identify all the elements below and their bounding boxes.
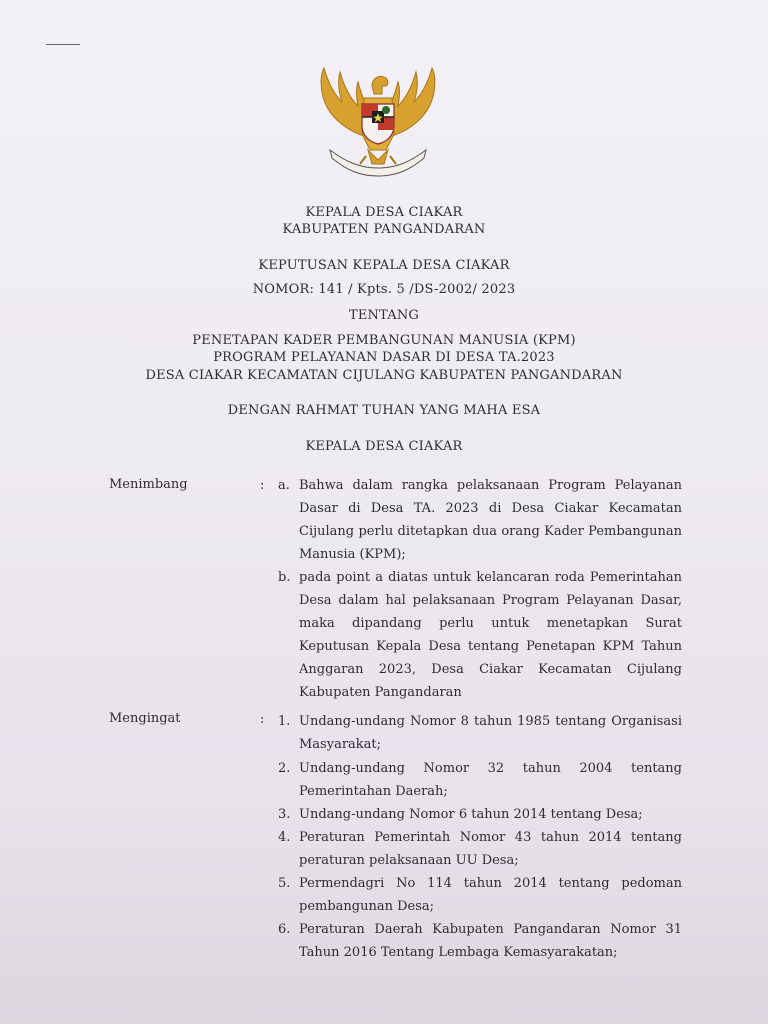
menimbang-item-b: pada point a diatas untuk kelancaran roda Pemerintahan Desa dalam hal pelaksanaan Program Pelayanan Dasar, maka dipandang perlu untuk menetapkan Surat Keputusan Kepala Desa tentang Penetapan KPM Tahun Anggaran 2023, Desa Ciakar Kecamatan Cijulang Kabupaten Pangandaran <box>299 570 682 700</box>
garuda-emblem-icon <box>316 64 440 184</box>
decree-number: NOMOR: 141 / Kpts. 5 /DS-2002/ 2023 <box>252 282 516 297</box>
decree-title: KEPUTUSAN KEPALA DESA CIAKAR <box>258 258 510 273</box>
menimbang-label: Menimbang <box>109 477 188 492</box>
mengingat-item-5: Permendagri No 114 tahun 2014 tentang pedoman pembangunan Desa; <box>299 876 682 914</box>
mengingat-marker-3: 3. <box>278 807 291 822</box>
mengingat-colon: : <box>260 712 265 727</box>
mengingat-item-2: Undang-undang Nomor 32 tahun 2004 tentang Pemerintahan Daerah; <box>299 761 682 799</box>
mengingat-item-3: Undang-undang Nomor 6 tahun 2014 tentang Desa; <box>299 807 643 822</box>
pen-mark <box>46 44 80 45</box>
menimbang-item-a: Bahwa dalam rangka pelaksanaan Program Pelayanan Dasar di Desa TA. 2023 di Desa Ciakar Kecamatan Cijulang perlu ditetapkan dua orang Kader Pembangunan Manusia (KPM); <box>299 478 682 562</box>
mengingat-item-6: Peraturan Daerah Kabupaten Pangandaran Nomor 31 Tahun 2016 Tentang Lembaga Kemasyarakatan; <box>299 922 682 960</box>
blessing: DENGAN RAHMAT TUHAN YANG MAHA ESA <box>227 403 541 418</box>
menimbang-marker-b: b. <box>278 570 291 585</box>
subject-line-1: PENETAPAN KADER PEMBANGUNAN MANUSIA (KPM) <box>192 333 576 348</box>
mengingat-marker-1: 1. <box>278 714 291 729</box>
menimbang-colon: : <box>260 478 265 493</box>
menimbang-marker-a: a. <box>278 478 290 493</box>
subject-line-2: PROGRAM PELAYANAN DASAR DI DESA TA.2023 <box>213 350 555 365</box>
mengingat-marker-2: 2. <box>278 761 291 776</box>
header-line-1: KEPALA DESA CIAKAR <box>305 205 463 220</box>
mengingat-item-1: Undang-undang Nomor 8 tahun 1985 tentang Organisasi Masyarakat; <box>299 714 682 752</box>
mengingat-marker-4: 4. <box>278 830 291 845</box>
header-line-2: KABUPATEN PANGANDARAN <box>282 222 486 237</box>
issuer-heading: KEPALA DESA CIAKAR <box>305 439 463 454</box>
mengingat-item-4: Peraturan Pemerintah Nomor 43 tahun 2014 tentang peraturan pelaksanaan UU Desa; <box>299 830 682 868</box>
mengingat-marker-5: 5. <box>278 876 291 891</box>
mengingat-label: Mengingat <box>109 711 181 726</box>
subject-line-3: DESA CIAKAR KECAMATAN CIJULANG KABUPATEN PANGANDARAN <box>145 368 623 383</box>
mengingat-marker-6: 6. <box>278 922 291 937</box>
decree-about: TENTANG <box>348 308 420 323</box>
